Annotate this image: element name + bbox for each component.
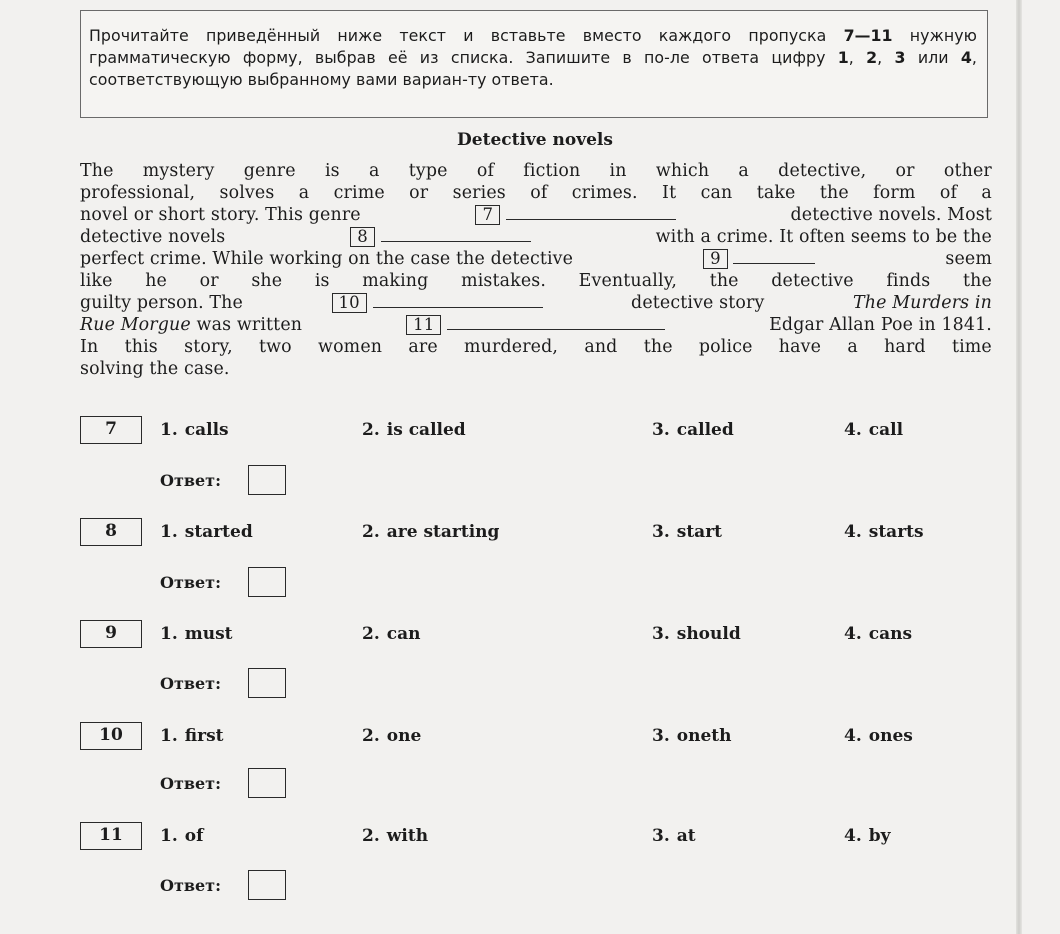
option-3[interactable] <box>652 726 731 746</box>
story-word: of <box>530 183 548 203</box>
page-edge <box>1016 0 1022 934</box>
story-fragment: detective story <box>631 293 765 313</box>
answer-input-box[interactable] <box>248 768 286 798</box>
story-word: this <box>124 337 158 357</box>
story-word: like <box>80 271 113 291</box>
story-word: mistakes. <box>461 271 547 291</box>
story-word: hard <box>884 337 926 357</box>
answer-label: Ответ: <box>160 471 221 490</box>
option-1[interactable] <box>160 420 229 440</box>
story-word: type <box>408 161 448 181</box>
story-fragment: detective novels <box>80 227 226 247</box>
story-word: making <box>362 271 429 291</box>
option-text: calls <box>184 420 229 440</box>
gap-8 <box>350 226 530 248</box>
story-word: murdered, <box>464 337 559 357</box>
story-word: is <box>324 161 340 181</box>
instruction-sep: , <box>877 48 895 67</box>
option-2[interactable] <box>362 624 420 644</box>
instruction-text: нужную грамматическую форму, выбрав её из списка. Запишите в по-ле ответа цифру <box>89 26 977 67</box>
gap-number-box: 11 <box>406 315 441 335</box>
story-word: the <box>709 271 739 291</box>
answer-row <box>80 768 300 798</box>
option-number: 1. <box>160 826 178 846</box>
option-text: cans <box>868 624 913 644</box>
gap-7 <box>475 204 675 226</box>
story-word: women <box>318 337 383 357</box>
option-4[interactable] <box>844 624 912 644</box>
story-fragment: guilty person. The <box>80 293 243 313</box>
story-word: It <box>662 183 677 203</box>
option-text: are starting <box>386 522 500 542</box>
option-3[interactable] <box>652 826 696 846</box>
story-word: mystery <box>142 161 215 181</box>
story-word: which <box>655 161 710 181</box>
option-1[interactable] <box>160 826 203 846</box>
gap-number-box: 9 <box>703 249 728 269</box>
story-fragment: seem <box>945 249 992 269</box>
option-text: should <box>676 624 741 644</box>
answer-input-box[interactable] <box>248 870 286 900</box>
story-word: form <box>873 183 916 203</box>
option-text: at <box>676 826 696 846</box>
option-number: 3. <box>652 420 670 440</box>
answer-input-box[interactable] <box>248 567 286 597</box>
option-number: 4. <box>844 826 862 846</box>
story-line <box>80 182 992 204</box>
story-fragment <box>80 314 302 336</box>
story-word: are <box>408 337 438 357</box>
option-text: must <box>184 624 233 644</box>
option-number: 1. <box>160 726 178 746</box>
gap-number-box: 10 <box>332 293 367 313</box>
story-fragment: solving the case. <box>80 359 230 379</box>
story-word: have <box>778 337 822 357</box>
story-word: take <box>756 183 796 203</box>
gap-blank <box>506 205 676 220</box>
option-1[interactable] <box>160 624 233 644</box>
option-text: called <box>676 420 734 440</box>
option-text: start <box>676 522 722 542</box>
story-word: series <box>452 183 506 203</box>
answer-label: Ответ: <box>160 876 221 895</box>
option-number: 3. <box>652 726 670 746</box>
story-word: other <box>943 161 992 181</box>
story-word: the <box>819 183 849 203</box>
question-11 <box>80 822 990 852</box>
option-text: first <box>184 726 224 746</box>
option-3[interactable] <box>652 522 722 542</box>
story-line <box>80 160 992 182</box>
story-title: Detective novels <box>457 130 613 150</box>
option-2[interactable] <box>362 726 421 746</box>
question-7 <box>80 416 990 446</box>
option-1[interactable] <box>160 726 224 746</box>
story-word: Eventually, <box>578 271 678 291</box>
story-line <box>80 292 992 314</box>
story-title-italic: The Murders in <box>852 293 992 313</box>
option-text: is called <box>386 420 466 440</box>
story-word: the <box>643 337 673 357</box>
option-text: with <box>386 826 429 846</box>
option-text: call <box>868 420 904 440</box>
story-word: a <box>847 337 858 357</box>
story-line <box>80 314 992 336</box>
story-text <box>80 160 992 380</box>
story-word: solves <box>219 183 275 203</box>
option-number: 3. <box>652 826 670 846</box>
story-word: story, <box>184 337 233 357</box>
instruction-box <box>80 10 988 118</box>
story-line <box>80 248 992 270</box>
option-number: 4. <box>844 726 862 746</box>
instruction-digit: 1 <box>837 48 849 67</box>
instruction-text: Прочитайте приведённый ниже текст и вставьте вместо каждого пропуска <box>89 26 844 45</box>
option-number: 4. <box>844 624 862 644</box>
option-4[interactable] <box>844 726 913 746</box>
question-8 <box>80 518 990 548</box>
story-word: detective <box>771 271 854 291</box>
gap-11 <box>406 314 665 336</box>
option-text: ones <box>868 726 913 746</box>
story-word: a <box>738 161 749 181</box>
story-word: and <box>584 337 618 357</box>
option-number: 2. <box>362 826 380 846</box>
story-word: professional, <box>80 183 196 203</box>
option-number: 2. <box>362 726 380 746</box>
option-3[interactable] <box>652 420 734 440</box>
answer-row <box>80 567 300 597</box>
story-word: detective, <box>778 161 867 181</box>
story-word: of <box>939 183 958 203</box>
question-number-box: 11 <box>80 822 142 850</box>
gap-blank <box>733 249 815 264</box>
option-2[interactable] <box>362 420 466 440</box>
answer-label: Ответ: <box>160 774 221 793</box>
story-word: crimes. <box>571 183 638 203</box>
answer-label: Ответ: <box>160 573 221 592</box>
story-word: the <box>962 271 992 291</box>
story-word: or <box>199 271 219 291</box>
story-word: she <box>251 271 283 291</box>
answer-input-box[interactable] <box>248 668 286 698</box>
option-4[interactable] <box>844 826 891 846</box>
instruction-text: , соответствующую выбранному вами вариан-ту ответа. <box>89 48 977 89</box>
option-text: one <box>386 726 422 746</box>
question-10 <box>80 722 990 752</box>
option-number: 3. <box>652 624 670 644</box>
story-fragment: Edgar Allan Poe in 1841. <box>769 315 992 335</box>
story-word: or <box>409 183 429 203</box>
gap-blank <box>381 227 531 242</box>
story-word: can <box>700 183 733 203</box>
option-2[interactable] <box>362 522 499 542</box>
question-9 <box>80 620 990 650</box>
option-number: 1. <box>160 522 178 542</box>
story-word: is <box>314 271 330 291</box>
option-1[interactable] <box>160 522 253 542</box>
story-title-italic: Rue Morgue <box>80 315 191 335</box>
story-word: The <box>80 161 114 181</box>
instruction-sep: или <box>905 48 961 67</box>
story-word: of <box>476 161 495 181</box>
option-number: 2. <box>362 522 380 542</box>
story-line <box>80 270 992 292</box>
story-word: time <box>951 337 992 357</box>
story-word: two <box>259 337 292 357</box>
story-line <box>80 204 992 226</box>
option-3[interactable] <box>652 624 741 644</box>
option-text: by <box>868 826 891 846</box>
story-line <box>80 226 992 248</box>
option-4[interactable] <box>844 420 903 440</box>
option-text: of <box>184 826 204 846</box>
question-number-box: 8 <box>80 518 142 546</box>
option-number: 1. <box>160 420 178 440</box>
option-number: 2. <box>362 420 380 440</box>
option-text: oneth <box>676 726 732 746</box>
option-number: 4. <box>844 522 862 542</box>
option-number: 2. <box>362 624 380 644</box>
instruction-digit: 2 <box>866 48 878 67</box>
option-text: started <box>184 522 253 542</box>
story-word: In <box>80 337 99 357</box>
option-2[interactable] <box>362 826 428 846</box>
instruction-range: 7—11 <box>843 26 893 45</box>
instruction-sep: , <box>848 48 867 67</box>
gap-9 <box>703 248 815 270</box>
answer-row <box>80 668 300 698</box>
story-word: genre <box>243 161 296 181</box>
gap-blank <box>447 315 665 330</box>
option-text: starts <box>868 522 924 542</box>
story-fragment: detective novels. Most <box>790 205 992 225</box>
gap-number-box: 7 <box>475 205 500 225</box>
story-fragment: was written <box>196 315 303 335</box>
story-line <box>80 336 992 358</box>
story-fragment: perfect crime. While working on the case the detective <box>80 249 574 269</box>
story-word: a <box>368 161 380 181</box>
option-4[interactable] <box>844 522 924 542</box>
story-word: a <box>298 183 310 203</box>
question-number-box: 7 <box>80 416 142 444</box>
option-text: can <box>386 624 421 644</box>
story-fragment: novel or short story. This genre <box>80 205 361 225</box>
gap-10 <box>332 292 543 314</box>
instruction-digit: 3 <box>894 48 906 67</box>
story-word: police <box>698 337 753 357</box>
story-word: fiction <box>523 161 581 181</box>
story-word: a <box>981 183 992 203</box>
option-number: 4. <box>844 420 862 440</box>
question-number-box: 9 <box>80 620 142 648</box>
answer-input-box[interactable] <box>248 465 286 495</box>
story-word: finds <box>886 271 931 291</box>
story-line <box>80 358 992 380</box>
option-number: 1. <box>160 624 178 644</box>
question-number-box: 10 <box>80 722 142 750</box>
story-word: in <box>609 161 627 181</box>
story-word: crime <box>333 183 385 203</box>
option-number: 3. <box>652 522 670 542</box>
gap-number-box: 8 <box>350 227 375 247</box>
answer-label: Ответ: <box>160 674 221 693</box>
answer-row <box>80 465 300 495</box>
gap-blank <box>373 293 543 308</box>
answer-row <box>80 870 300 900</box>
instruction-digit: 4 <box>960 48 972 67</box>
story-word: he <box>145 271 167 291</box>
story-fragment: with a crime. It often seems to be the <box>655 227 992 247</box>
story-word: or <box>895 161 915 181</box>
